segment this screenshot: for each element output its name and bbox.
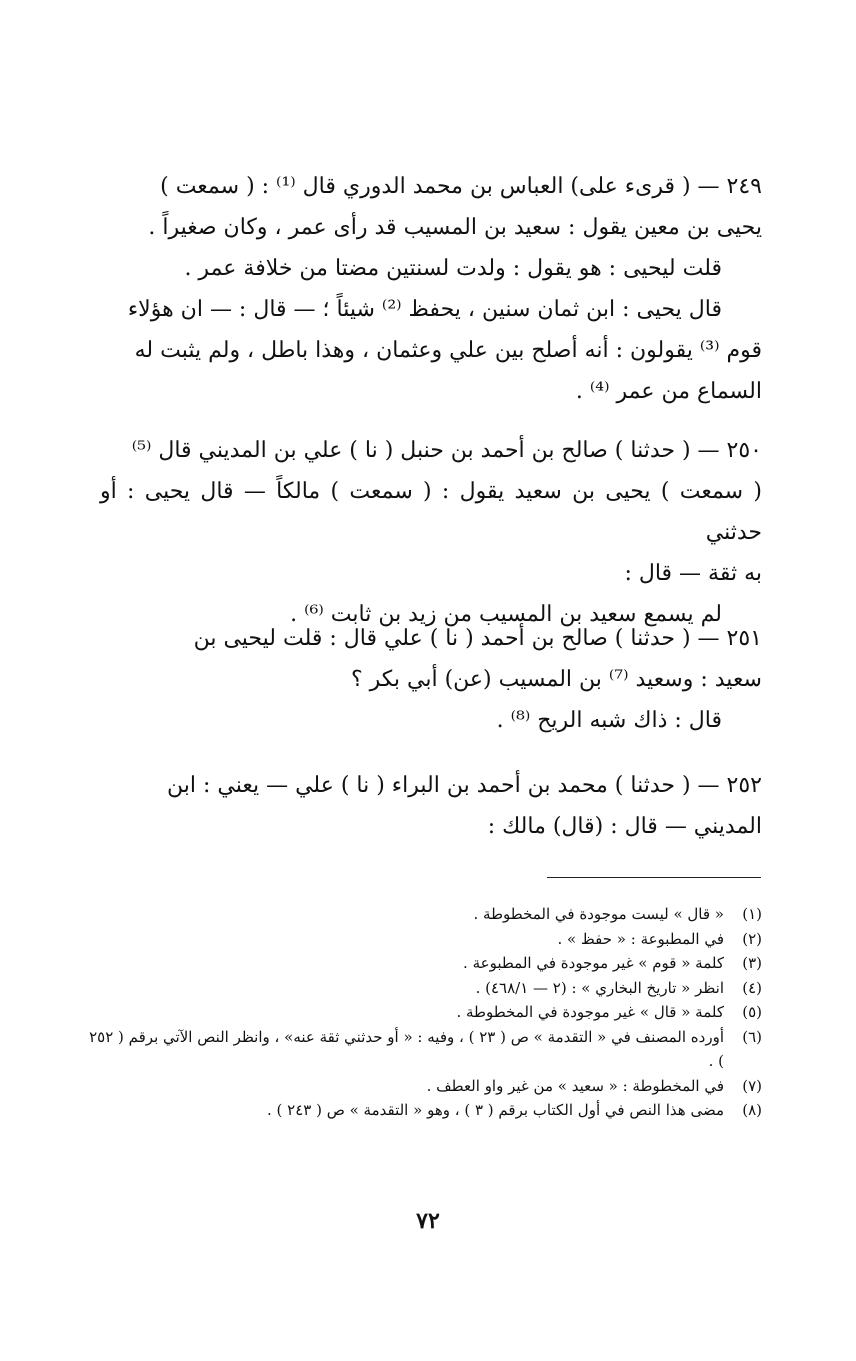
footnote-text: انظر « تاريخ البخاري » : (٢ — ٤٦٨/١) . xyxy=(475,978,724,997)
text-line: قوم ⁽³⁾ يقولون : أنه أصلح بين علي وعثمان ، وهذا باطل ، ولم يثبت له xyxy=(134,338,762,363)
text-line: قلت ليحيى : هو يقول : ولدت لسنتين مضتا من خلافة عمر . xyxy=(184,256,722,281)
footnote-item xyxy=(82,1000,762,1025)
paragraph-249 xyxy=(100,166,762,412)
footnote-text: كلمة « قال » غير موجودة في المخطوطة . xyxy=(456,1003,724,1021)
footnote-number: (٥) xyxy=(742,1003,762,1021)
paragraph-250 xyxy=(100,430,762,635)
page-number: ٧٢ xyxy=(416,1208,440,1234)
text-line: يحيى بن معين يقول : سعيد بن المسيب قد رأى عمر ، وكان صغيراً . xyxy=(148,215,762,240)
footnote-item xyxy=(82,902,762,927)
footnote-number: (٣) xyxy=(742,954,762,972)
footnote-number: (٤) xyxy=(742,978,762,997)
footnote-item xyxy=(82,1098,762,1123)
footnote-item xyxy=(82,951,762,976)
text-line: لم يسمع سعيد بن المسيب من زيد بن ثابت ⁽⁶⁾ . xyxy=(290,602,722,627)
footnote-number: (٨) xyxy=(742,1101,762,1119)
footnote-divider xyxy=(547,877,761,878)
paragraph-252 xyxy=(100,765,762,847)
footnote-text: مضى هذا النص في أول الكتاب برقم ( ٣ ) ، وهو « التقدمة » ص ( ٢٤٣ ) . xyxy=(266,1101,724,1119)
text-line: قال : ذاك شبه الريح ⁽⁸⁾ . xyxy=(496,708,722,733)
footnote-text: أورده المصنف في « التقدمة » ص ( ٢٣ ) ، وفيه : « أو حدثني ثقة عنه» ، وانظر النص الآتي برقم ( ٢٥٢ ) . xyxy=(89,1027,724,1070)
text-line: ٢٤٩ — ( قرىء على) العباس بن محمد الدوري قال ⁽¹⁾ : ( سمعت ) xyxy=(160,174,762,199)
footnote-number: (١) xyxy=(742,905,762,923)
footnote-number: (٦) xyxy=(742,1027,762,1046)
footnotes xyxy=(82,902,762,1123)
text-line: ( سمعت ) يحيى بن سعيد يقول : ( سمعت ) مالكاً — قال يحيى : أو حدثني xyxy=(100,479,762,545)
text-line: ٢٥٢ — ( حدثنا ) محمد بن أحمد بن البراء ( نا ) علي — يعني : ابن xyxy=(167,773,762,798)
footnote-text: كلمة « قوم » غير موجودة في المطبوعة . xyxy=(463,954,724,972)
text-line: ٢٥٠ — ( حدثنا ) صالح بن أحمد بن حنبل ( نا ) علي بن المديني قال ⁽⁵⁾ xyxy=(131,438,762,463)
text-line: قال يحيى : ابن ثمان سنين ، يحفظ ⁽²⁾ شيئاً ؛ — قال : — ان هؤلاء xyxy=(127,297,722,322)
footnote-number: (٢) xyxy=(742,929,762,948)
text-line: المديني — قال : (قال) مالك : xyxy=(487,814,762,839)
text-line: ٢٥١ — ( حدثنا ) صالح بن أحمد ( نا ) علي قال : قلت ليحيى بن xyxy=(193,626,762,651)
footnote-text: في المخطوطة : « سعيد » من غير واو العطف . xyxy=(426,1076,724,1095)
text-line: به ثقة — قال : xyxy=(624,561,762,586)
footnote-item xyxy=(82,927,762,952)
paragraph-251 xyxy=(100,618,762,741)
text-line: السماع من عمر ⁽⁴⁾ . xyxy=(575,379,762,404)
footnote-item xyxy=(82,1025,762,1074)
footnote-text: « قال » ليست موجودة في المخطوطة . xyxy=(473,905,724,923)
footnote-number: (٧) xyxy=(742,1076,762,1095)
text-line: سعيد : وسعيد ⁽⁷⁾ بن المسيب (عن) أبي بكر ؟ xyxy=(350,667,762,692)
footnote-item xyxy=(82,976,762,1001)
footnote-text: في المطبوعة : « حفظ » . xyxy=(557,929,724,948)
footnote-item xyxy=(82,1074,762,1099)
